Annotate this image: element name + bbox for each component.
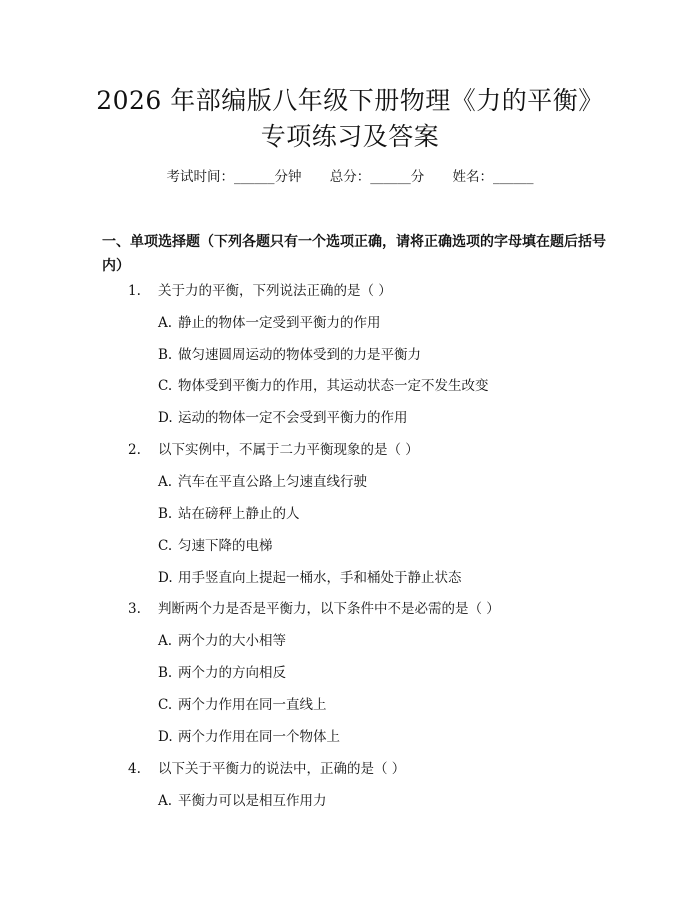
- option-letter: A.: [158, 474, 173, 490]
- option-letter: A.: [158, 315, 173, 331]
- question-1-option-c: [158, 376, 489, 396]
- option-letter: A.: [158, 793, 173, 809]
- option-text: 两个力的方向相反: [178, 665, 286, 681]
- question-3: [128, 599, 500, 619]
- exam-meta-row: [0, 167, 700, 187]
- option-text: 匀速下降的电梯: [178, 538, 273, 554]
- option-letter: D.: [158, 729, 173, 745]
- option-text: 站在磅秤上静止的人: [178, 506, 300, 522]
- option-text: 两个力作用在同一个物体上: [178, 729, 340, 745]
- question-number: 2.: [128, 442, 141, 458]
- option-text: 物体受到平衡力的作用，其运动状态一定不发生改变: [178, 378, 489, 394]
- section-heading: 一、单项选择题（下列各题只有一个选项正确，请将正确选项的字母填在题后括号内）: [102, 234, 606, 274]
- option-letter: B.: [158, 506, 173, 522]
- question-1-option-b: [158, 345, 421, 365]
- question-text: 关于力的平衡，下列说法正确的是（ ）: [158, 283, 392, 299]
- question-1-option-a: [158, 313, 381, 333]
- question-number: 3.: [128, 601, 141, 617]
- question-number: 1.: [128, 283, 141, 299]
- option-letter: C.: [158, 538, 173, 554]
- option-text: 汽车在平直公路上匀速直线行驶: [178, 474, 367, 490]
- question-text: 以下关于平衡力的说法中，正确的是（ ）: [158, 761, 406, 777]
- document-title-line2: 专项练习及答案: [260, 122, 440, 151]
- question-2-option-b: [158, 504, 300, 524]
- option-letter: A.: [158, 633, 173, 649]
- option-text: 做匀速圆周运动的物体受到的力是平衡力: [178, 347, 421, 363]
- option-letter: D.: [158, 410, 173, 426]
- option-text: 平衡力可以是相互作用力: [178, 793, 327, 809]
- question-3-option-c: [158, 695, 327, 715]
- question-4-option-a: [158, 791, 327, 811]
- question-3-option-d: [158, 727, 340, 747]
- option-letter: C.: [158, 378, 173, 394]
- question-3-option-b: [158, 663, 286, 683]
- option-letter: B.: [158, 347, 173, 363]
- question-2-option-c: [158, 536, 273, 556]
- option-letter: C.: [158, 697, 173, 713]
- document-title-line1: 2026 年部编版八年级下册物理《力的平衡》: [96, 86, 604, 115]
- option-text: 两个力的大小相等: [178, 633, 286, 649]
- question-number: 4.: [128, 761, 141, 777]
- option-text: 两个力作用在同一直线上: [178, 697, 327, 713]
- question-4: [128, 759, 405, 779]
- question-1-option-d: [158, 408, 408, 428]
- question-text: 以下实例中，不属于二力平衡现象的是（ ）: [158, 442, 419, 458]
- question-text: 判断两个力是否是平衡力，以下条件中不是必需的是（ ）: [158, 601, 500, 617]
- student-name-field: 姓名：______: [452, 169, 534, 185]
- question-2: [128, 440, 419, 460]
- question-2-option-d: [158, 568, 462, 588]
- option-text: 运动的物体一定不会受到平衡力的作用: [178, 410, 408, 426]
- total-score-field: 总分：______分: [329, 169, 425, 185]
- exam-time-field: 考试时间：______分钟: [166, 169, 302, 185]
- question-3-option-a: [158, 631, 286, 651]
- option-letter: B.: [158, 665, 173, 681]
- question-1: [128, 281, 392, 301]
- option-letter: D.: [158, 570, 173, 586]
- option-text: 静止的物体一定受到平衡力的作用: [178, 315, 381, 331]
- question-2-option-a: [158, 472, 367, 492]
- option-text: 用手竖直向上提起一桶水，手和桶处于静止状态: [178, 570, 462, 586]
